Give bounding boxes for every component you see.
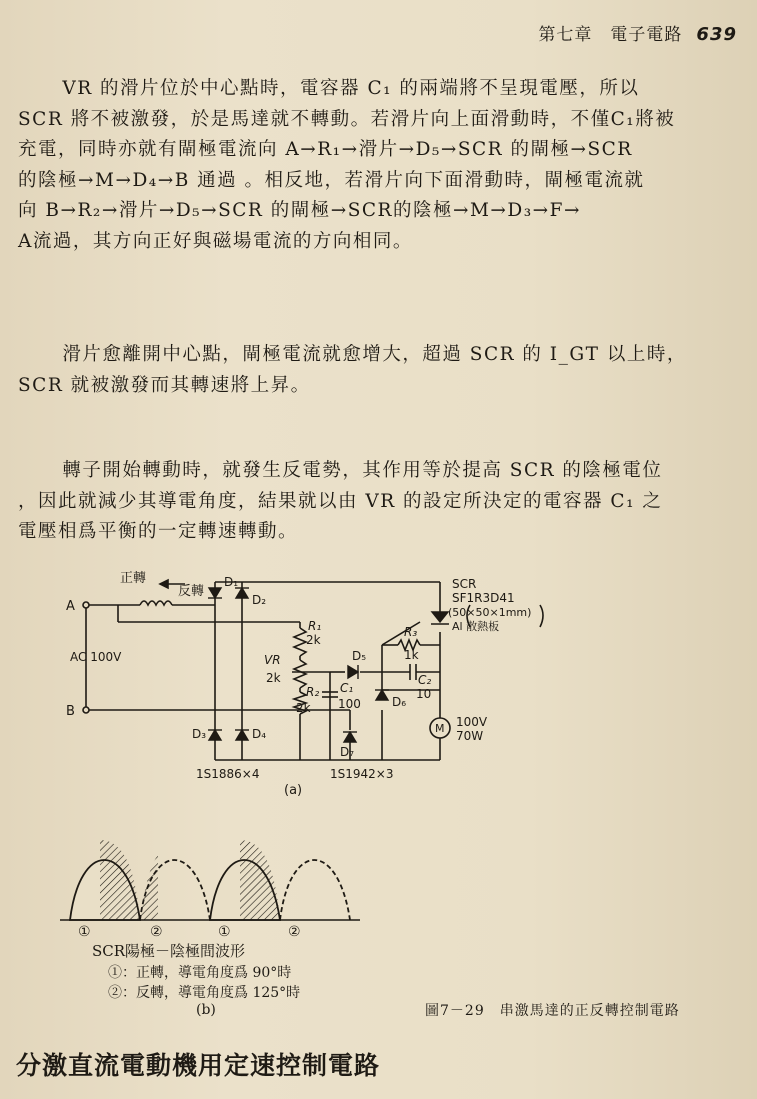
text-line: A流過，其方向正好與磁場電流的方向相同。: [18, 230, 413, 252]
label-d2: D₂: [252, 593, 267, 607]
label-scr: SCR: [452, 577, 477, 591]
diode-d5: [348, 666, 358, 678]
page-header: [538, 20, 737, 45]
label-forward: 正轉: [120, 571, 147, 586]
paragraph-1: [18, 74, 740, 257]
label-d7: D₇: [340, 745, 355, 759]
waveform-legend-1: ①：正轉，導電角度爲 90°時: [108, 965, 292, 981]
label-d3: D₃: [192, 727, 207, 741]
marker-3: ①: [218, 924, 231, 940]
label-reverse: 反轉: [178, 584, 205, 599]
label-r3: R₃: [404, 625, 418, 639]
label-motor-power: 70W: [456, 729, 484, 743]
paragraph-3: [18, 456, 740, 548]
label-d6: D₆: [392, 695, 407, 709]
label-motor-voltage: 100V: [456, 715, 488, 729]
field-coil: [140, 601, 172, 605]
label-r2-value: 2k: [296, 701, 311, 715]
label-figure-a: (a): [284, 783, 303, 798]
label-c1: C₁: [340, 681, 354, 695]
diode-d1: [209, 588, 221, 598]
label-c1-value: 100: [338, 697, 361, 711]
label-terminal-b: B: [66, 704, 75, 719]
label-r3-value: 1k: [404, 648, 419, 662]
diode-d7: [344, 732, 356, 742]
text-line: VR 的滑片位於中心點時，電容器 C₁ 的兩端將不呈現電壓，所以: [62, 78, 640, 99]
label-vr-value: 2k: [266, 671, 281, 685]
label-r2: R₂: [306, 685, 320, 699]
label-diode-part-1: 1S1886×4: [196, 767, 260, 781]
resistor-r1-symbol: [294, 628, 306, 656]
chapter-title: 第七章 電子電路: [538, 25, 683, 45]
label-d1: D₁: [224, 575, 239, 589]
heatsink-bracket-right: [540, 605, 543, 627]
label-heatsink-size: (50×50×1mm): [448, 606, 532, 619]
label-r1-value: 2k: [306, 633, 321, 647]
waveform-curve: [60, 840, 360, 920]
label-d5: D₅: [352, 649, 367, 663]
diodes: [208, 588, 449, 742]
label-diode-part-2: 1S1942×3: [330, 767, 394, 781]
text-line: 滑片愈離開中心點，閘極電流就愈增大，超過 SCR 的 I_GT 以上時，: [62, 344, 687, 365]
terminal-b-dot: [83, 707, 89, 713]
diode-d2: [236, 588, 248, 598]
terminal-a-dot: [83, 602, 89, 608]
page-number: 639: [696, 24, 737, 45]
label-heatsink: Al 散熱板: [452, 620, 500, 633]
text-line: 的陰極→M→D₄→B 通過 。相反地，若滑片向下面滑動時，閘極電流就: [18, 169, 645, 191]
waveform-legend-2: ②：反轉，導電角度爲 125°時: [108, 985, 301, 1001]
label-motor: M: [435, 722, 445, 735]
marker-2: ②: [150, 924, 163, 940]
text-line: 向 B→R₂→滑片→D₅→SCR 的閘極→SCR的陰極→M→D₃→F→: [18, 200, 582, 221]
circuit-diagram: [0, 560, 757, 810]
marker-4: ②: [288, 924, 301, 940]
section-title: 分激直流電動機用定速控制電路: [16, 1051, 381, 1080]
text-line: ，因此就減少其導電角度，結果就以由 VR 的設定所決定的電容器 C₁ 之: [18, 490, 663, 512]
vr-symbol: [294, 660, 306, 688]
waveform-label-b: (b): [196, 1002, 216, 1018]
figure-caption: 圖7－29 串激馬達的正反轉控制電路: [425, 1003, 680, 1019]
paragraph-2: [18, 340, 740, 401]
label-r1: R₁: [308, 619, 322, 633]
text-line: SCR 將不被激發，於是馬達就不轉動。若滑片向上面滑動時，不僅C₁將被: [18, 108, 676, 130]
label-scr-part: SF1R3D41: [452, 591, 515, 605]
label-vr: VR: [264, 653, 281, 667]
text-line: 轉子開始轉動時，就發生反電勢，其作用等於提高 SCR 的陰極電位: [62, 460, 663, 481]
diode-d6: [376, 690, 388, 700]
label-d4: D₄: [252, 727, 267, 741]
text-line: SCR 就被激發而其轉速將上昇。: [18, 374, 311, 396]
label-c2: C₂: [418, 673, 432, 687]
label-supply: AC 100V: [70, 650, 122, 664]
diode-d3: [209, 730, 221, 740]
text-line: 充電，同時亦就有閘極電流向 A→R₁→滑片→D₅→SCR 的閘極→SCR: [18, 139, 633, 160]
scr-symbol: [432, 612, 448, 622]
text-line: 電壓相爲平衡的一定轉速轉動。: [18, 521, 299, 542]
marker-1: ①: [78, 924, 91, 940]
waveform-diagram: [0, 830, 420, 940]
diode-d4: [236, 730, 248, 740]
label-c2-value: 10: [416, 687, 432, 701]
waveform-title: SCR陽極－陰極間波形: [92, 942, 246, 960]
label-terminal-a: A: [66, 599, 75, 614]
